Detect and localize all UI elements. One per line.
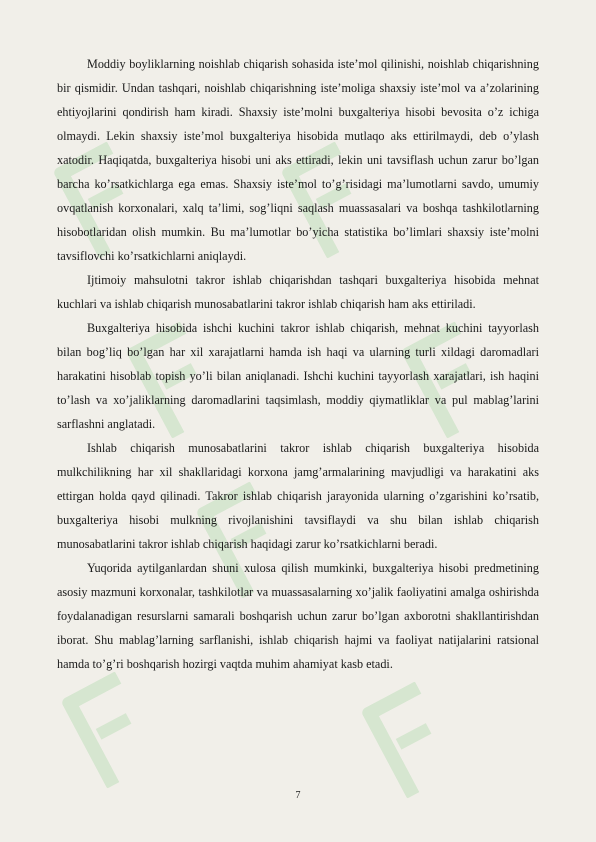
paragraph: Ishlab chiqarish munosabatlarini takror ishlab chiqarish buxgalteriya hisobida mulkchilikning har xil shakllaridagi korxona jamg’armalarining mavjudligi va harakatini aks ettirgan holda qayd qilinadi. Takror ishlab chiqarish jarayonida ularning o’zgarishini ko’rsatib, buxgalteriya hisobi mulkning rivojlanishini tavsiflaydi va shu bilan ishlab chiqarish munosabatlarini takror ishlab chiqarish haqidagi zarur ko’rsatkichlarni beradi. (57, 441, 539, 551)
paragraph: Ijtimoiy mahsulotni takror ishlab chiqarishdan tashqari buxgalteriya hisobida mehnat kuchlari va ishlab chiqarish munosabatlarini takror ishlab chiqarish ham aks ettiriladi. (57, 273, 539, 311)
paragraph: Buxgalteriya hisobida ishchi kuchini takror ishlab chiqarish, mehnat kuchini tayyorlash bilan bog’liq bo’lgan har xil xarajatlarni hamda ish haqi va ularning turli xildagi daromadlari harakatini hisoblab topish yo’li bilan aniqlanadi. Ishchi kuchini tayyorlash xarajatlari, ish haqini to’lash va xo’jaliklarning daromadlarini taqsimlash, moddiy qiymatliklar va pul mablag’larini sarflashni anglatadi. (57, 321, 539, 431)
paragraph: Yuqorida aytilganlardan shuni xulosa qilish mumkinki, buxgalteriya hisobi predmetining asosiy mazmuni korxonalar, tashkilotlar va muassasalarning xo’jalik faoliyatini amalga oshirishda foydalanadigan resurslarni samarali boshqarish uchun zarur bo’lgan axborotni shakllantirishdan iborat. Shu mablag’larning sarflanishi, ishlab chiqarish hajmi va faoliyat natijalarini ratsional hamda to’g’ri boshqarish hozirgi vaqtda muhim ahamiyat kasb etadi. (57, 561, 539, 671)
watermark-logo (360, 681, 462, 798)
paragraph: Moddiy boyliklarning noishlab chiqarish sohasida iste’mol qilinishi, noishlab chiqarishning bir qismidir. Undan tashqari, noishlab chiqarishning iste’moliga shaxsiy iste’mol va a’zolarining ehtiyojlarini qondirish ham kiradi. Shaxsiy iste’molni buxgalteriya hisobi bevosita o’z ichiga olmaydi. Lekin shaxsiy iste’mol buxgalteriya hisobida mutlaqo aks ettirilmaydi, deb o’ylash xatodir. Haqiqatda, buxgalteriya hisobi uni aks ettiradi, lekin uni tavsiflash uchun zarur bo’lgan barcha ko’rsatkichlarga ega emas. Shaxsiy iste’mol to’g’risidagi ma’lumotlarni savdo, umumiy ovqatlanish korxonalari, xalq ta’limi, sog’liqni saqlash muassasalari va boshqa tashkilotlarning hisobotlaridan olish mumkin. Bu ma’lumotlar bo’yicha statistika bo’limlari shaxsiy iste’molni tavsiflovchi ko’rsatkichlarni aniqlaydi. (57, 57, 539, 263)
watermark-logo (60, 671, 162, 788)
page-number: 7 (295, 790, 301, 801)
document-body (57, 52, 539, 676)
